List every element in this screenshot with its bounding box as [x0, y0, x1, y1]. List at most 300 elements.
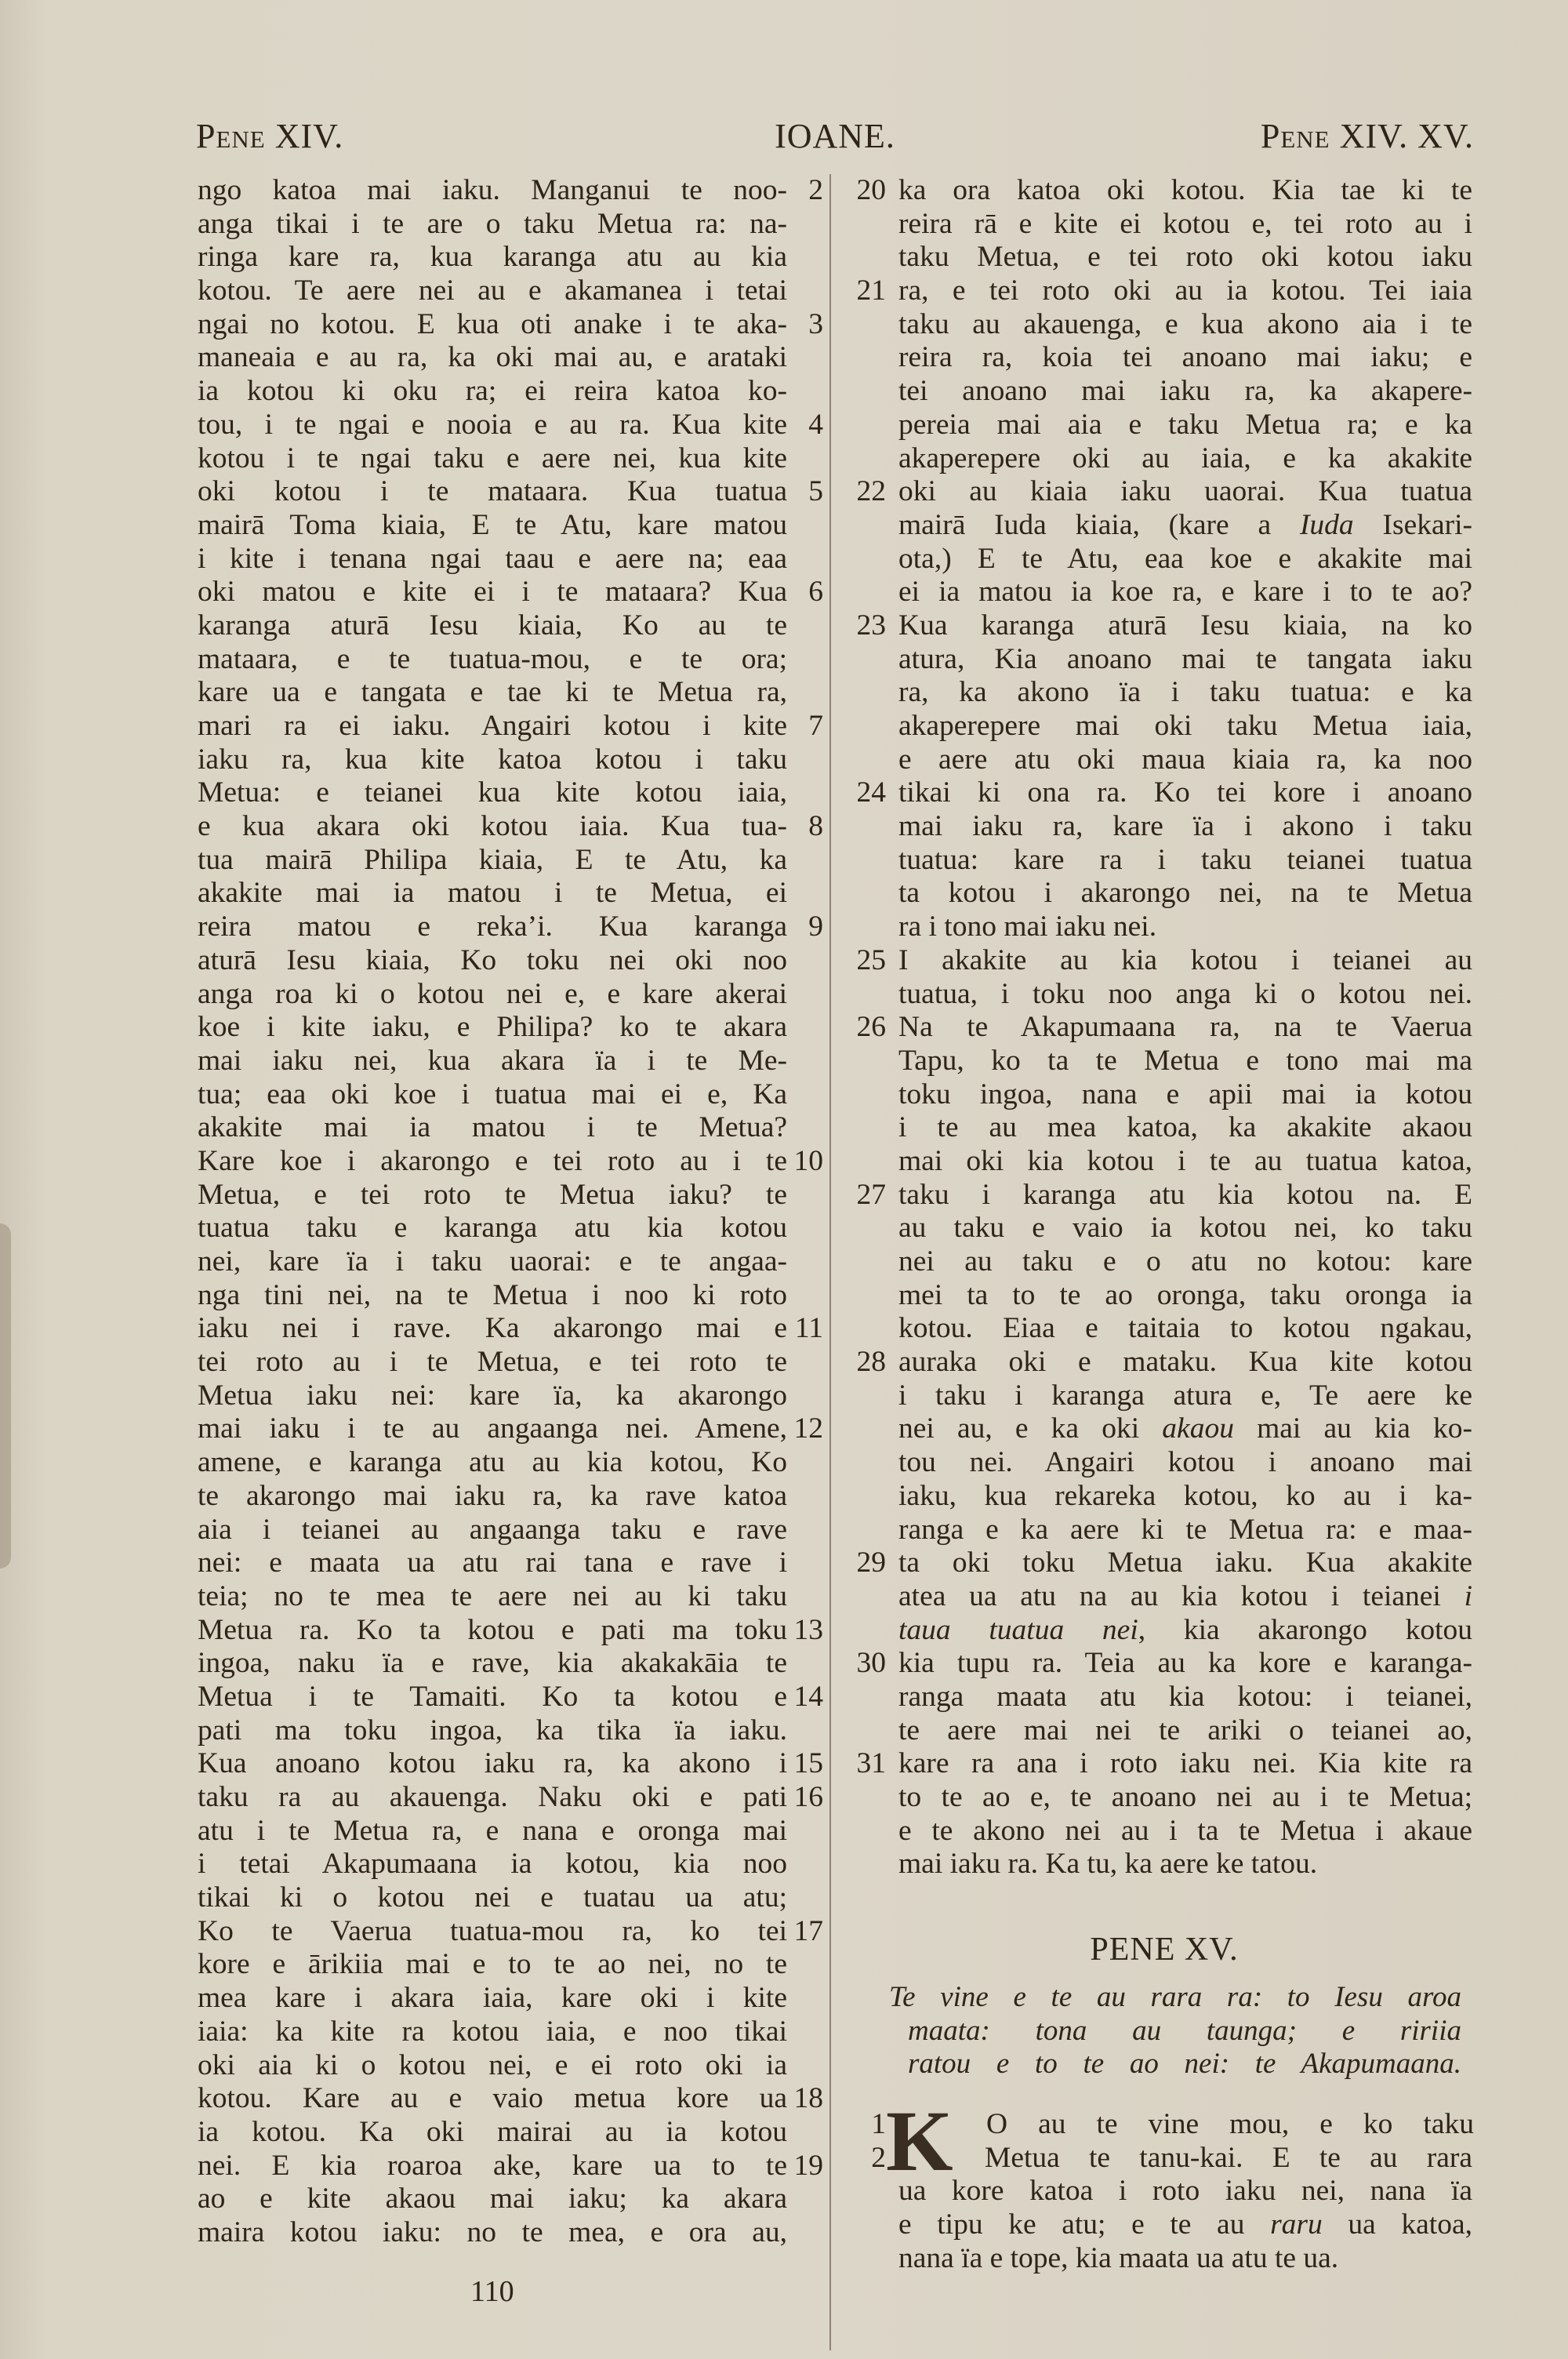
text-run: iaku, kua rekareka kotou, ko au i ka- [898, 1479, 1472, 1512]
text-run: I akakite au kia kotou i teianei au [898, 943, 1472, 976]
text-line [198, 1346, 817, 1379]
text-run: te aere mai nei te ariki o teianei ao, [898, 1714, 1472, 1747]
text-run: ranga e ka aere ki te Metua ra: e maa- [898, 1513, 1472, 1546]
text-line [855, 308, 1474, 342]
text-line [198, 1480, 817, 1514]
text-line [198, 2049, 817, 2083]
text-line [855, 509, 1474, 543]
text-line [198, 341, 817, 375]
text-run: kia tupu ra. Teia au ka kore e karanga- [898, 1647, 1472, 1680]
text-line [855, 810, 1474, 844]
text-line [855, 1312, 1474, 1346]
line-text: pati ma toku ingoa, ka tika ïa iaku. [198, 1714, 787, 1747]
text-line [855, 2108, 1474, 2142]
line-text: tuatua taku e karanga atu kia kotou [198, 1212, 787, 1245]
text-line [855, 1446, 1474, 1480]
text-line [855, 1647, 1474, 1681]
text-run: tikai ki ona ra. Ko tei kore i anoano [898, 776, 1472, 809]
page-edge-shadow [0, 1223, 11, 1568]
text-line [855, 1480, 1474, 1514]
text-run: Kua karanga aturā Iesu kiaia, na ko [898, 609, 1472, 642]
text-run: ota,) E te Atu, eaa koe e akakite mai [898, 542, 1472, 575]
text-line [198, 1547, 817, 1580]
text-line [198, 1881, 817, 1915]
text-line [198, 2016, 817, 2049]
line-text: te akarongo mai iaku ra, ka rave katoa [198, 1479, 787, 1512]
line-text [898, 877, 1472, 911]
text-line [198, 1781, 823, 1815]
verse-number: 27 [856, 1178, 886, 1211]
text-line [855, 1580, 1474, 1614]
verse-number: 29 [856, 1547, 886, 1579]
line-text: kare ua e tangata e tae ki te Metua ra, [198, 676, 787, 709]
text-line [198, 1714, 817, 1748]
line-text [898, 1279, 1472, 1313]
line-text: kotou. Kare au e vaio metua kore ua [198, 2082, 787, 2115]
line-text [898, 1514, 1472, 1547]
text-run: toku ingoa, nana e apii mai ia kotou [898, 1078, 1472, 1110]
running-head-right [1261, 116, 1474, 156]
text-line [855, 609, 1474, 643]
text-run: oki au kiaia iaku uaorai. Kua tuatua [898, 475, 1472, 508]
text-line [198, 1011, 817, 1045]
column-divider [829, 174, 831, 2350]
text-line [855, 2242, 1474, 2276]
line-text: ia kotou ki oku ra; ei reira katoa ko- [198, 375, 787, 408]
line-text [898, 1815, 1472, 1848]
line-text: amene, e karanga atu au kia kotou, Ko [198, 1446, 787, 1479]
verse-number: 16 [793, 1781, 823, 1813]
running-head-right-prefix: Pene [1260, 117, 1330, 155]
text-line [855, 341, 1474, 375]
text-line [198, 1815, 817, 1848]
line-text: ua kore katoa i roto iaku nei, nana ïa [898, 2175, 1472, 2208]
line-text [898, 1848, 1472, 1881]
line-text: tei roto au i te Metua, e tei roto te [198, 1346, 787, 1379]
line-text [898, 1714, 1472, 1748]
line-text [898, 978, 1472, 1012]
verse-number: 15 [793, 1747, 823, 1780]
line-text: kore e ārikiia mai e to te ao nei, no te [198, 1948, 787, 1981]
text-line [198, 911, 823, 944]
chapter-xv-text [855, 2108, 1474, 2275]
text-run: auraka oki e mataku. Kua kite kotou [898, 1346, 1472, 1379]
verse-number: 19 [793, 2149, 823, 2182]
text-run: nei au, e ka oki [898, 1412, 1163, 1445]
line-text: mai iaku nei, kua akara ïa i te Me- [198, 1044, 787, 1077]
text-line [855, 409, 1474, 442]
line-text: kotou. Te aere nei au e akamanea i tetai [198, 274, 787, 307]
text-line [855, 743, 1474, 777]
line-text [898, 1647, 1472, 1681]
text-line [198, 2183, 817, 2216]
line-text: ngai no kotou. E kua oti anake i te aka- [198, 307, 787, 340]
text-line [198, 1412, 823, 1446]
text-line [198, 1279, 817, 1313]
text-run: taku i karanga atu kia kotou na. E [898, 1178, 1472, 1211]
chapter-summary [889, 1981, 1461, 2081]
verse-number: 3 [808, 307, 823, 340]
line-text [898, 341, 1472, 375]
text-line [198, 174, 823, 208]
line-text [898, 174, 1472, 208]
line-text [898, 1580, 1472, 1614]
text-run: tou nei. Angairi kotou i anoano mai [898, 1446, 1472, 1479]
text-line [198, 1045, 817, 1078]
summary-line: Te vine e te au rara ra: to Iesu aroa [889, 1981, 1461, 2013]
line-text [898, 710, 1472, 743]
text-line [198, 408, 823, 442]
verse-number: 31 [856, 1747, 886, 1780]
line-text: mea kare i akara iaia, kare oki i kite [198, 1982, 787, 2015]
text-line [855, 2175, 1474, 2208]
line-text: tou, i te ngai e nooia e au ra. Kua kite [198, 408, 787, 441]
italic-text: akaou [1162, 1412, 1234, 1445]
text-line [198, 375, 817, 409]
line-text [898, 1547, 1472, 1580]
line-text [898, 944, 1472, 978]
text-run: ra, ka akono ïa i taku tuatua: e ka [898, 676, 1472, 709]
text-line [198, 844, 817, 878]
text-line [198, 2116, 817, 2150]
line-text: mai iaku i te au angaanga nei. Amene, [198, 1412, 787, 1445]
text-line [855, 576, 1474, 609]
text-line [855, 1412, 1474, 1446]
text-run: atura, Kia anoano mai te tangata iaku [898, 642, 1472, 675]
text-line [855, 710, 1474, 743]
text-line [198, 1379, 817, 1413]
text-run: ei ia matou ia koe ra, e kare i to te ao? [898, 576, 1472, 609]
text-run: nei au taku e o atu no kotou: kare [898, 1245, 1472, 1278]
text-run: ta oki toku Metua iaku. Kua akakite [898, 1547, 1472, 1579]
verse-number: 1 [871, 2108, 886, 2140]
text-line [855, 676, 1474, 710]
text-run: tuatua, i toku noo anga ki o kotou nei. [898, 977, 1472, 1010]
line-text: Metua iaku nei: kare ïa, ka akarongo [198, 1379, 787, 1412]
text-run: i te au mea katoa, ka akakite akaou [898, 1111, 1472, 1144]
text-line [198, 1144, 823, 1179]
line-text: atu i te Metua ra, e nana e oronga mai [198, 1814, 787, 1847]
text-line [198, 2149, 823, 2183]
text-run: , kia akarongo kotou [1138, 1613, 1472, 1646]
text-line [198, 743, 817, 777]
text-line [198, 1982, 817, 2016]
line-text: tua mairā Philipa kiaia, E te Atu, ka [198, 843, 787, 876]
text-line [855, 1379, 1474, 1413]
line-text: oki matou e kite ei i te mataara? Kua [198, 576, 787, 609]
line-text: Metua te tanu-kai. E te au rara [985, 2141, 1472, 2174]
text-run: mai oki kia kotou i te au tuatua katoa, [898, 1144, 1472, 1177]
text-line [198, 2082, 823, 2116]
text-line [855, 1279, 1474, 1313]
line-text: e kua akara oki kotou iaia. Kua tua- [198, 810, 787, 843]
line-text: i kite i tenana ngai taau e aere na; eaa [198, 542, 787, 575]
line-text [898, 1011, 1472, 1045]
line-text [898, 509, 1472, 543]
line-text: iaia: ka kite ra kotou iaia, e noo tikai [198, 2015, 787, 2048]
text-line [198, 1647, 817, 1681]
text-line [198, 877, 817, 911]
line-text [898, 1145, 1472, 1179]
line-text [898, 1379, 1472, 1413]
text-run: reira ra, koia tei anoano mai iaku; e [898, 341, 1472, 374]
line-text: i tetai Akapumaana ia kotou, kia noo [198, 1848, 787, 1881]
line-text: ao e kite akaou mai iaku; ka akara [198, 2183, 787, 2215]
verse-number: 5 [808, 475, 823, 508]
text-line [198, 978, 817, 1012]
text-line [198, 274, 817, 308]
text-line [198, 1680, 823, 1714]
text-line [855, 911, 1474, 944]
line-text: nana ïa e tope, kia maata ua atu te ua. [898, 2241, 1339, 2274]
line-text: koe i kite iaku, e Philipa? ko te akara [198, 1011, 787, 1044]
line-text [898, 676, 1472, 710]
text-line [198, 1446, 817, 1480]
text-run: ra i tono mai iaku nei. [898, 911, 1157, 943]
running-head-left-prefix: Pene [196, 117, 266, 155]
line-text: oki aia ki o kotou nei, e ei roto oki ia [198, 2048, 787, 2081]
text-line [855, 475, 1474, 509]
line-text: Kare koe i akarongo e tei roto au i te [198, 1144, 787, 1177]
line-text [898, 576, 1472, 609]
text-line [198, 810, 823, 844]
text-line [855, 1514, 1474, 1547]
line-text [898, 1614, 1472, 1648]
text-line [855, 241, 1474, 274]
running-head-book-title: IOANE. [775, 117, 895, 155]
text-line [198, 1312, 823, 1346]
text-run: e tipu ke atu; e te au [898, 2208, 1271, 2241]
line-text: ia kotou. Ka oki mairai au ia kotou [198, 2115, 787, 2148]
line-text: karanga aturā Iesu kiaia, Ko au te [198, 609, 787, 642]
line-text: taku ra au akauenga. Naku oki e pati [198, 1781, 787, 1813]
verse-number: 30 [856, 1647, 886, 1680]
line-text: Metua, e tei roto te Metua iaku? te [198, 1178, 787, 1211]
line-text [898, 776, 1472, 810]
verse-number: 21 [856, 274, 886, 307]
text-line [198, 609, 817, 643]
line-text [898, 375, 1472, 409]
line-text: reira matou e reka’i. Kua karanga [198, 911, 787, 943]
text-line [198, 1078, 817, 1112]
text-run: kotou. Eiaa e taitaia to kotou ngakau, [898, 1312, 1472, 1345]
line-text [898, 1480, 1472, 1514]
line-text: mari ra ei iaku. Angairi kotou i kite [198, 710, 787, 742]
text-run: taku Metua, e tei roto oki kotou iaku [898, 241, 1472, 274]
text-line [198, 1580, 817, 1614]
text-line [855, 274, 1474, 308]
text-line [855, 1111, 1474, 1145]
line-text: ngo katoa mai iaku. Manganui te noo- [198, 174, 787, 206]
text-line [855, 776, 1474, 810]
verse-number: 17 [793, 1914, 823, 1947]
text-line [198, 442, 817, 476]
line-text [898, 1045, 1472, 1078]
page-number: 110 [470, 2275, 514, 2308]
text-line [198, 1514, 817, 1547]
line-text: teia; no te mea te aere nei au ki taku [198, 1579, 787, 1612]
text-run: ta kotou i akarongo nei, na te Metua [898, 877, 1472, 910]
text-run: Na te Akapumaana ra, na te Vaerua [898, 1011, 1472, 1044]
verse-number: 25 [856, 943, 886, 976]
text-line [198, 576, 823, 609]
line-text: nei. E kia roaroa ake, kare ua to te [198, 2149, 787, 2182]
line-text: nga tini nei, na te Metua i noo ki roto [198, 1278, 787, 1311]
italic-text: raru [1270, 2208, 1323, 2241]
text-run: to te ao e, te anoano nei au i te Metua; [898, 1781, 1472, 1813]
text-run: atea ua atu na au kia kotou i teianei [898, 1579, 1465, 1612]
text-run: tuatua: kare ra i taku teianei tuatua [898, 843, 1472, 876]
line-text: maneaia e au ra, ka oki mai au, e arataki [198, 341, 787, 374]
text-run: reira rā e kite ei kotou e, tei roto au i [898, 207, 1472, 240]
text-line [198, 1747, 823, 1781]
text-line [855, 1045, 1474, 1078]
text-run: mai iaku ra. Ka tu, ka aere ke tatou. [898, 1848, 1318, 1881]
text-line [855, 1681, 1474, 1714]
text-line [855, 1815, 1474, 1848]
line-text [898, 1747, 1472, 1781]
line-text: iaku ra, kua kite katoa kotou i taku [198, 743, 787, 776]
line-text [898, 442, 1472, 476]
line-text [898, 274, 1472, 308]
text-line [855, 1714, 1474, 1748]
line-text: Metua: e teianei kua kite kotou iaia, [198, 776, 787, 809]
line-text: ingoa, naku ïa e rave, kia akakakāia te [198, 1647, 787, 1680]
line-text [898, 1681, 1472, 1714]
text-line [855, 1145, 1474, 1179]
text-line [855, 2142, 1474, 2175]
text-line [198, 676, 817, 710]
verse-number: 14 [793, 1680, 823, 1713]
line-text [898, 475, 1472, 509]
right-text-column [855, 174, 1474, 1881]
text-line [855, 174, 1474, 208]
text-line [198, 776, 817, 810]
text-line [855, 643, 1474, 677]
line-text [898, 1245, 1472, 1279]
line-text: Kua anoano kotou iaku ra, ka akono i [198, 1747, 787, 1780]
verse-number: 10 [793, 1144, 823, 1177]
verse-number: 13 [793, 1613, 823, 1646]
text-line [198, 241, 817, 274]
line-text: akakite mai ia matou i te Metua, ei [198, 877, 787, 910]
line-text: mataara, e te tuatua-mou, e te ora; [198, 642, 787, 675]
text-run: i taku i karanga atura e, Te aere ke [898, 1379, 1472, 1412]
running-head-right-numeral: XIV. XV. [1339, 117, 1474, 155]
summary-line: maata: tona au taunga; e ririia [908, 2014, 1461, 2047]
text-line [198, 1914, 823, 1949]
line-text [898, 810, 1472, 844]
verse-number: 11 [794, 1312, 823, 1345]
text-line [855, 978, 1474, 1012]
line-text [898, 1346, 1472, 1379]
text-run: mai au kia ko- [1233, 1412, 1472, 1445]
line-text: aturā Iesu kiaia, Ko toku nei oki noo [198, 943, 787, 976]
text-line [198, 1613, 823, 1648]
text-line [198, 509, 817, 543]
line-text [898, 1111, 1472, 1145]
running-head-left-numeral: XIV. [274, 117, 344, 155]
text-line [855, 1212, 1474, 1245]
drop-cap: K [886, 2093, 953, 2189]
verse-number: 8 [808, 810, 823, 843]
text-line [198, 1948, 817, 1982]
text-run: Isekari- [1353, 508, 1473, 541]
text-line [198, 944, 817, 978]
italic-text: taua tuatua nei [898, 1613, 1138, 1646]
text-line [855, 1179, 1474, 1212]
text-run: taku au akauenga, e kua akono aia i te [898, 307, 1472, 340]
text-run: au taku e vaio ia kotou nei, ko taku [898, 1212, 1472, 1245]
text-line [855, 208, 1474, 242]
text-run: Tapu, ko ta te Metua e tono mai ma [898, 1044, 1472, 1077]
text-line [855, 442, 1474, 476]
verse-number: 24 [856, 776, 886, 809]
text-line [855, 1848, 1474, 1881]
line-text: iaku nei i rave. Ka akarongo mai e [198, 1312, 787, 1345]
text-line [855, 1781, 1474, 1815]
line-text [898, 409, 1472, 442]
line-text [898, 241, 1472, 274]
text-line [855, 944, 1474, 978]
text-line [198, 543, 817, 576]
verse-number: 2 [871, 2141, 886, 2174]
line-text [898, 1412, 1472, 1446]
text-run: ranga maata atu kia kotou: i teianei, [898, 1680, 1472, 1713]
line-text: nei: e maata ua atu rai tana e rave i [198, 1547, 787, 1579]
text-line [855, 1614, 1474, 1648]
line-text: mairā Toma kiaia, E te Atu, kare matou [198, 508, 787, 541]
text-line [198, 1245, 817, 1279]
line-text [898, 1312, 1472, 1346]
line-text: Ko te Vaerua tuatua-mou ra, ko tei [198, 1914, 787, 1947]
line-text [898, 911, 1472, 944]
line-text: tikai ki o kotou nei e tuatau ua atu; [198, 1881, 787, 1914]
text-run: ra, e tei roto oki au ia kotou. Tei iaia [898, 274, 1472, 307]
line-text [898, 2208, 1472, 2242]
line-text [898, 844, 1472, 878]
verse-number: 2 [808, 174, 823, 206]
text-line [855, 844, 1474, 878]
text-run: akaperepere mai oki taku Metua iaia, [898, 710, 1472, 742]
left-text-column [198, 174, 823, 2250]
text-line [855, 1346, 1474, 1379]
italic-text: i [1464, 1579, 1472, 1612]
text-run: mei ta to te ao oronga, taku oronga ia [898, 1278, 1472, 1311]
line-text: anga tikai i te are o taku Metua ra: na- [198, 207, 787, 240]
text-run: e te akono nei au i ta te Metua i akaue [898, 1814, 1472, 1847]
text-line [855, 1011, 1474, 1045]
line-text [898, 1179, 1472, 1212]
line-text [898, 1781, 1472, 1815]
text-line [198, 475, 823, 509]
verse-number: 23 [856, 609, 886, 642]
verse-number: 7 [808, 710, 823, 742]
line-text [898, 743, 1472, 777]
line-text: tua; eaa oki koe i tuatua mai ei e, Ka [198, 1078, 787, 1110]
line-text: oki kotou i te mataara. Kua tuatua [198, 475, 787, 508]
text-run: ua katoa, [1322, 2208, 1472, 2241]
text-line [855, 1245, 1474, 1279]
text-line [855, 2208, 1474, 2242]
line-text [898, 1212, 1472, 1245]
text-run: kare ra ana i roto iaku nei. Kia kite ra [898, 1747, 1472, 1780]
summary-line: ratou e to te ao nei: te Akapumaana. [908, 2048, 1461, 2080]
line-text [898, 208, 1472, 242]
text-line [198, 1179, 817, 1212]
verse-number: 6 [808, 576, 823, 609]
text-run: akaperepere oki au iaia, e ka akakite [898, 442, 1472, 474]
